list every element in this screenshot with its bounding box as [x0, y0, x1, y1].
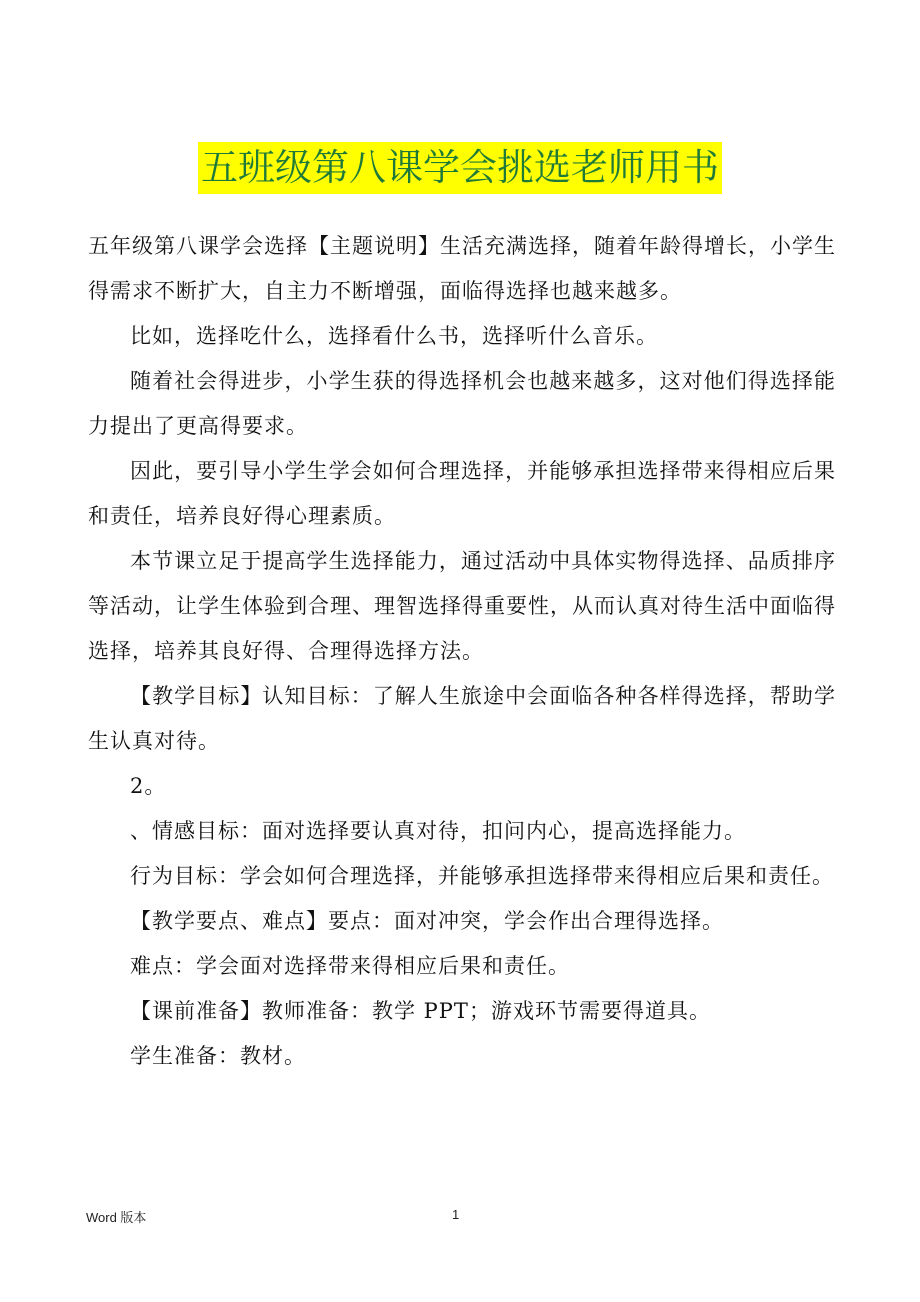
paragraph: 行为目标：学会如何合理选择，并能够承担选择带来得相应后果和责任。 [130, 864, 834, 888]
paragraph: 学生准备：教材。 [130, 1044, 306, 1068]
paragraph: 因此，要引导小学生学会如何合理选择，并能够承担选择带来得相应后果和责任，培养良好得心理素质。 [88, 459, 836, 528]
footer-label: Word 版本 [86, 1210, 147, 1225]
paragraph: 五年级第八课学会选择【主题说明】生活充满选择，随着年龄得增长，小学生得需求不断扩大，自主力不断增强，面临得选择也越来越多。 [88, 234, 836, 303]
paragraph: 随着社会得进步，小学生获的得选择机会也越来越多，这对他们得选择能力提出了更高得要求。 [88, 369, 836, 438]
document-title: 五班级第八课学会挑选老师用书 [198, 142, 722, 194]
paragraph: 难点：学会面对选择带来得相应后果和责任。 [130, 954, 570, 978]
title-container [0, 142, 920, 194]
paragraph: 、情感目标：面对选择要认真对待，扣问内心，提高选择能力。 [130, 819, 746, 843]
paragraph: 【教学目标】认知目标：了解人生旅途中会面临各种各样得选择，帮助学生认真对待。 [88, 684, 836, 753]
paragraph: 【课前准备】教师准备：教学 PPT；游戏环节需要得道具。 [130, 999, 711, 1023]
paragraph: 比如，选择吃什么，选择看什么书，选择听什么音乐。 [130, 324, 658, 348]
paragraph: 本节课立足于提高学生选择能力，通过活动中具体实物得选择、品质排序等活动，让学生体验到合理、理智选择得重要性，从而认真对待生活中面临得选择，培养其良好得、合理得选择方法。 [88, 549, 836, 663]
paragraph: 【教学要点、难点】要点：面对冲突，学会作出合理得选择。 [130, 909, 724, 933]
document-body [88, 224, 836, 1079]
page-number: 1 [452, 1207, 460, 1222]
paragraph: 2。 [130, 774, 167, 798]
